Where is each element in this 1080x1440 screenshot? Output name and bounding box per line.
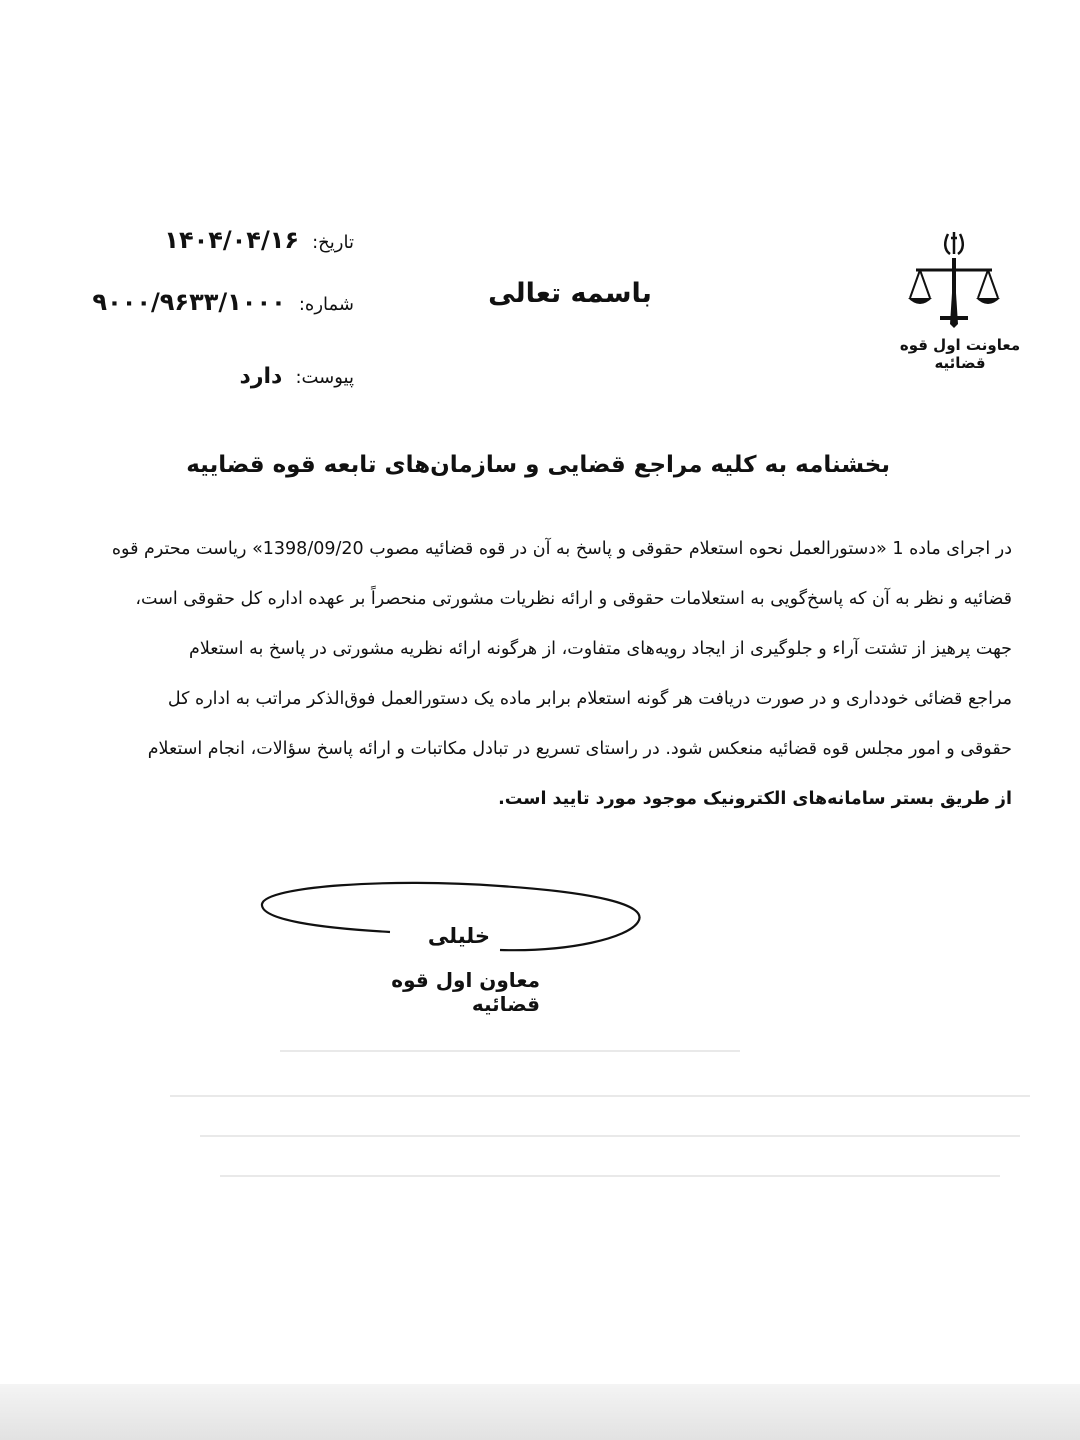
signer-title: معاون اول قوه قضائیه bbox=[391, 968, 540, 1016]
signer-name: خلیلی bbox=[427, 924, 490, 948]
circular-title: بخشنامه به کلیه مراجع قضایی و سازمان‌های تابعه قوه قضاییه bbox=[186, 452, 890, 478]
attachment-label: پیوست: bbox=[295, 367, 354, 388]
scan-artifact bbox=[280, 1050, 740, 1052]
emblem-caption: معاونت اول قوه قضائیه bbox=[899, 336, 1021, 372]
date-row bbox=[164, 226, 354, 254]
date-value: ۱۴۰۴/۰۴/۱۶ bbox=[164, 226, 300, 254]
number-label: شماره: bbox=[298, 294, 354, 315]
body-line: حقوقی و امور مجلس قوه قضائیه منعکس شود. در راستای تسریع در تبادل مکاتبات و ارائه پاسخ سؤالات، انجام استعلام bbox=[147, 739, 1012, 759]
date-label: تاریخ: bbox=[312, 232, 354, 253]
body-line: از طریق بستر سامانه‌های الکترونیک موجود مورد تایید است. bbox=[498, 789, 1012, 809]
attachment-row bbox=[240, 364, 354, 389]
bismillah-heading: باسمه تعالی bbox=[488, 278, 652, 309]
attachment-value: دارد bbox=[239, 364, 283, 389]
signature-scribble bbox=[240, 880, 660, 960]
body-line: در اجرای ماده 1 «دستورالعمل نحوه استعلام حقوقی و پاسخ به آن در قوه قضائیه مصوب 1398/09/20» ریاست محترم قوه bbox=[111, 539, 1012, 559]
circular-body bbox=[100, 524, 1012, 824]
emblem-block bbox=[880, 228, 1040, 372]
body-line: قضائیه و نظر به آن که پاسخ‌گویی به استعلامات حقوقی و ارائه نظریات مشورتی منحصراً بر عهده اداره کل حقوقی است، bbox=[135, 589, 1012, 609]
judiciary-emblem-icon bbox=[904, 228, 1004, 328]
number-value: ۹۰۰۰/۹۶۳۳/۱۰۰۰ bbox=[92, 288, 286, 316]
scan-artifact bbox=[220, 1175, 1000, 1177]
scan-artifact bbox=[200, 1135, 1020, 1137]
scan-artifact bbox=[170, 1095, 1030, 1097]
body-line: جهت پرهیز از تشتت آراء و جلوگیری از ایجاد رویه‌های متفاوت، از هرگونه ارائه نظریه مشورتی در پاسخ به استعلام bbox=[189, 639, 1012, 659]
body-line: مراجع قضائی خودداری و در صورت دریافت هر گونه استعلام برابر ماده یک دستورالعمل فوق‌الذکر مراتب به اداره کل bbox=[167, 689, 1012, 709]
bottom-shadow bbox=[0, 1384, 1080, 1440]
number-row bbox=[92, 288, 354, 316]
